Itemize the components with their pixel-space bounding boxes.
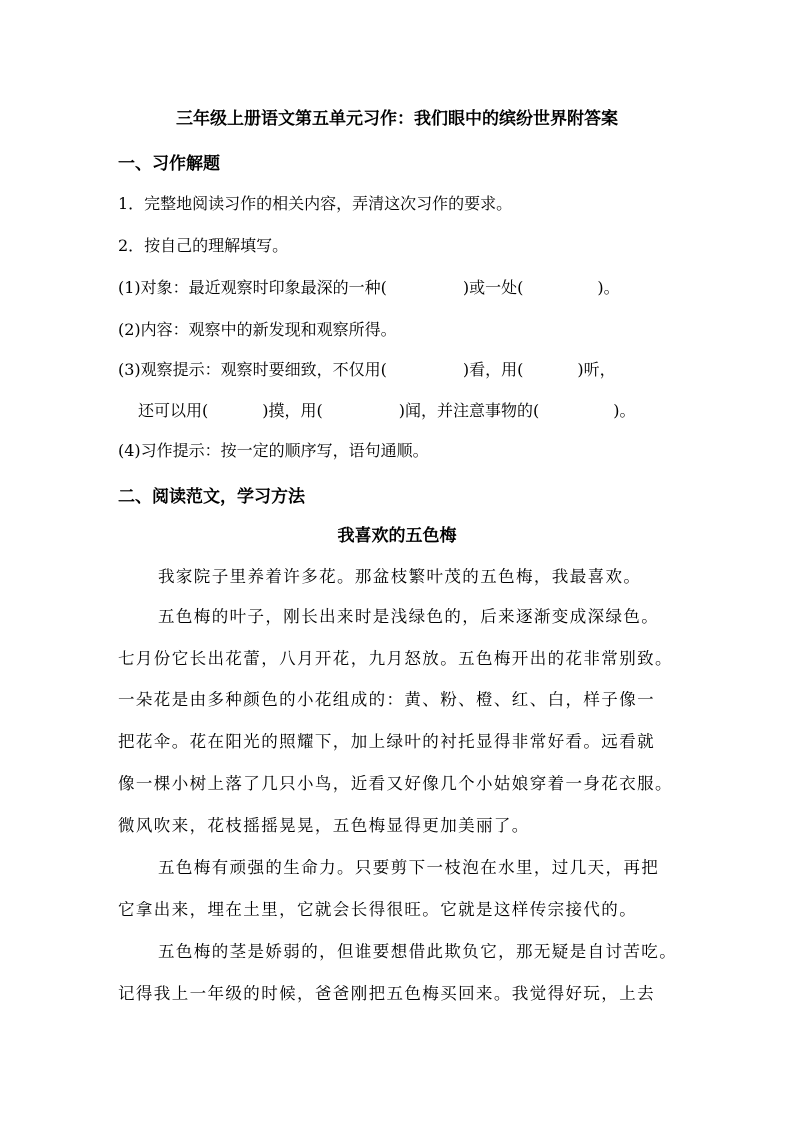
essay-line: 五色梅的茎是娇弱的，但谁要想借此欺负它，那无疑是自讨苦吃。: [158, 942, 678, 961]
sub3-part-c: )听，: [577, 360, 616, 379]
section1-heading: 一、习作解题: [118, 154, 220, 174]
sub3-part-b: )看，用(: [462, 360, 524, 379]
essay-line: 记得我上一年级的时候，爸爸刚把五色梅买回来。我觉得好玩，上去: [118, 984, 655, 1003]
essay-line: 一朵花是由多种颜色的小花组成的：黄、粉、橙、红、白，样子像一: [118, 690, 655, 709]
document-title: 三年级上册语文第五单元习作：我们眼中的缤纷世界附答案: [176, 109, 618, 129]
sub1-part-c: )。: [597, 278, 620, 297]
sub3-part-g: )。: [613, 401, 636, 420]
sub3-part-f: )闻，并注意事物的(: [398, 401, 540, 420]
essay-line: 我家院子里养着许多花。那盆枝繁叶茂的五色梅，我最喜欢。: [158, 567, 642, 586]
section2-heading: 二、阅读范文，学习方法: [118, 487, 305, 507]
sub3-part-e: )摸，用(: [262, 401, 323, 420]
sub1-part-b: )或一处(: [462, 278, 524, 297]
essay-line: 七月份它长出花蕾，八月开花，九月怒放。五色梅开出的花非常别致。: [118, 649, 673, 668]
sub1-part-a: (1)对象：最近观察时印象最深的一种(: [118, 278, 387, 297]
essay-line: 五色梅有顽强的生命力。只要剪下一枝泡在水里，过几天，再把: [158, 858, 660, 877]
sub-item-3-continued: [138, 398, 636, 421]
essay-line: 像一棵小树上落了几只小鸟，近看又好像几个小姑娘穿着一身花衣服。: [118, 774, 673, 793]
sub-item-3: [118, 357, 616, 380]
sub3-part-a: (3)观察提示：观察时要细致，不仅用(: [118, 360, 387, 379]
essay-line: 它拿出来，埋在土里，它就会长得很旺。它就是这样传宗接代的。: [118, 900, 638, 919]
essay-title: 我喜欢的五色梅: [337, 526, 457, 546]
essay-line: 把花伞。花在阳光的照耀下，加上绿叶的衬托显得非常好看。远看就: [118, 732, 655, 751]
sub-item-1: [118, 275, 620, 298]
essay-line: 五色梅的叶子，刚长出来时是浅绿色的，后来逐渐变成深绿色。: [158, 607, 660, 626]
sub-item-4: (4)习作提示：按一定的顺序写，语句通顺。: [118, 441, 429, 460]
item-1: 1．完整地阅读习作的相关内容，弄清这次习作的要求。: [118, 194, 513, 213]
sub3-part-d: 还可以用(: [138, 401, 209, 420]
sub-item-2: (2)内容：观察中的新发现和观察所得。: [118, 320, 397, 339]
essay-line: 微风吹来，花枝摇摇晃晃，五色梅显得更加美丽了。: [118, 816, 530, 835]
item-2: 2．按自己的理解填写。: [118, 236, 289, 255]
